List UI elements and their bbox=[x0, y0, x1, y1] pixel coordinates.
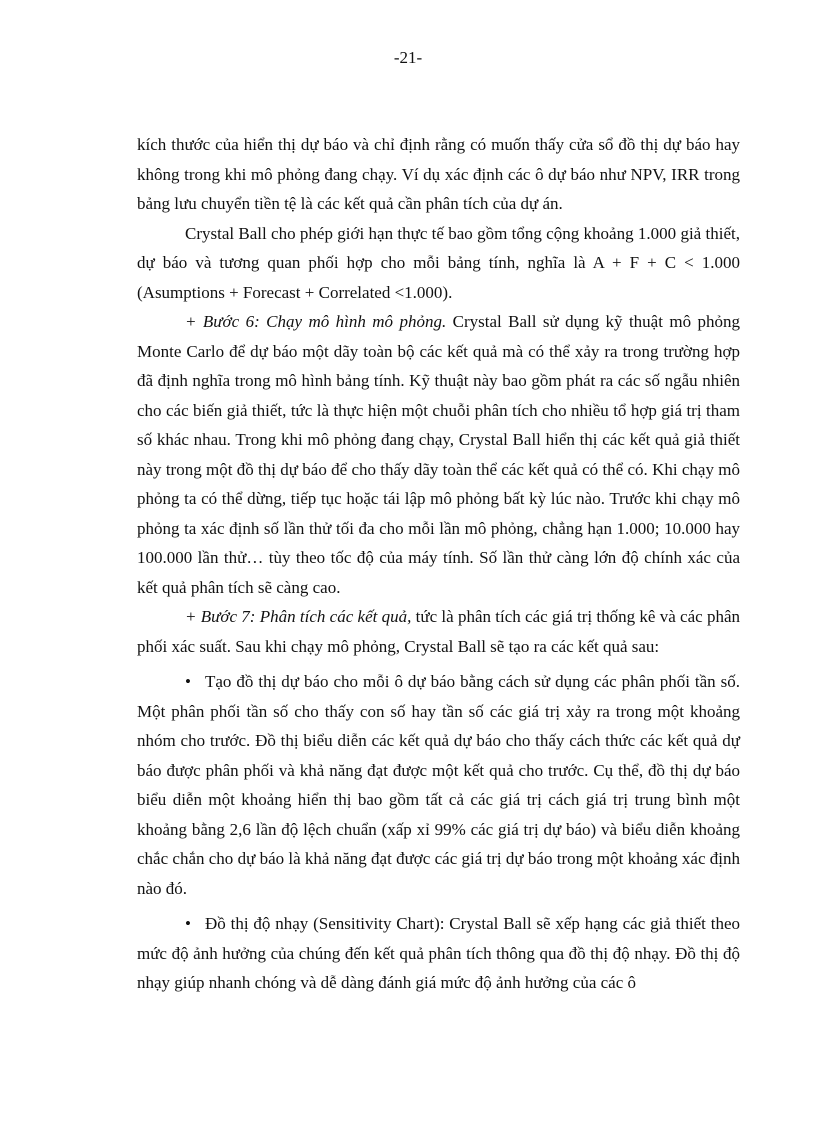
paragraph-forecast-display: kích thước của hiển thị dự báo và chỉ định rằng có muốn thấy cửa sổ đồ thị dự báo hay không trong khi mô phỏng đang chạy. Ví dụ xác định các ô dự báo như NPV, IRR trong bảng lưu chuyển tiền tệ là các kết quả cần phân tích của dự án. bbox=[137, 135, 740, 213]
bullet-forecast-chart bbox=[137, 667, 740, 903]
paragraph-step-7 bbox=[137, 602, 740, 661]
page-number: -21- bbox=[393, 48, 423, 67]
bullet-sensitivity-chart-text: Đồ thị độ nhạy (Sensitivity Chart): Crystal Ball sẽ xếp hạng các giả thiết theo mức độ ảnh hưởng của chúng đến kết quả phân tích thông qua đồ thị độ nhạy. Đồ thị độ nhạy giúp nhanh chóng và dễ dàng đánh giá mức độ ảnh hưởng của các ô bbox=[137, 914, 740, 992]
paragraph-crystal-ball-limits: Crystal Ball cho phép giới hạn thực tế bao gồm tổng cộng khoảng 1.000 giả thiết, dự báo và tương quan phối hợp cho mỗi bảng tính, nghĩa là A + F + C < 1.000 (Asumptions + Forecast + Correlated <1.000). bbox=[137, 223, 740, 302]
paragraph-step-6 bbox=[137, 307, 740, 602]
step-6-text: Crystal Ball sử dụng kỹ thuật mô phỏng Monte Carlo để dự báo một dãy toàn bộ các kết quả mà có thể xảy ra trong trường hợp đã định nghĩa trong mô hình bảng tính. Kỹ thuật này bao gồm phát ra các số ngẫu nhiên cho các biến giả thiết, tức là thực hiện một chuỗi phân tích cho nhiều tổ hợp giá trị tham số khác nhau. Trong khi mô phỏng đang chạy, Crystal Ball hiển thị các kết quả giả thiết này trong một đồ thị dự báo để cho thấy dãy toàn thể các kết quả có thể có. Khi chạy mô phỏng ta có thể dừng, tiếp tục hoặc tái lập mô phỏng bất kỳ lúc nào. Trước khi chạy mô phỏng ta xác định số lần thử tối đa cho mỗi lần mô phỏng, chẳng hạn 1.000; 10.000 hay 100.000 lần thử… tùy theo tốc độ của máy tính. Số lần thử càng lớn độ chính xác của kết quả phân tích sẽ càng cao. bbox=[137, 312, 741, 597]
bullet-forecast-chart-text: Tạo đồ thị dự báo cho mỗi ô dự báo bằng cách sử dụng các phân phối tần số. Một phân phối tần số cho thấy con số hay tần số các giá trị xảy ra trong một khoảng nhóm cho trước. Đồ thị biểu diễn các kết quả dự báo cho thấy cách thức các kết quả dự báo được phân phối và khả năng đạt được một kết quả cho trước. Cụ thể, đồ thị dự báo biểu diễn một khoảng hiển thị bao gồm tất cả các giá trị cách giá trị trung bình một khoảng bằng 2,6 lần độ lệch chuẩn (xấp xỉ 99% các giá trị dự báo) và biểu diễn khoảng chắc chắn cho dự báo là khả năng đạt được các giá trị dự báo trong một khoảng xác định nào đó. bbox=[137, 672, 740, 898]
bullet-sensitivity-chart bbox=[137, 909, 740, 998]
bullet-icon: • bbox=[185, 914, 191, 933]
step-6-heading: + Bước 6: Chạy mô hình mô phỏng. bbox=[185, 312, 447, 331]
step-7-text: tức là phân tích các giá trị thống kê và các phân phối xác suất. Sau khi chạy mô phỏng, Crystal Ball sẽ tạo ra các kết quả sau: bbox=[137, 607, 740, 656]
page-body bbox=[137, 130, 740, 998]
step-7-heading: + Bước 7: Phân tích các kết quả, bbox=[185, 607, 412, 626]
bullet-icon: • bbox=[185, 672, 191, 691]
